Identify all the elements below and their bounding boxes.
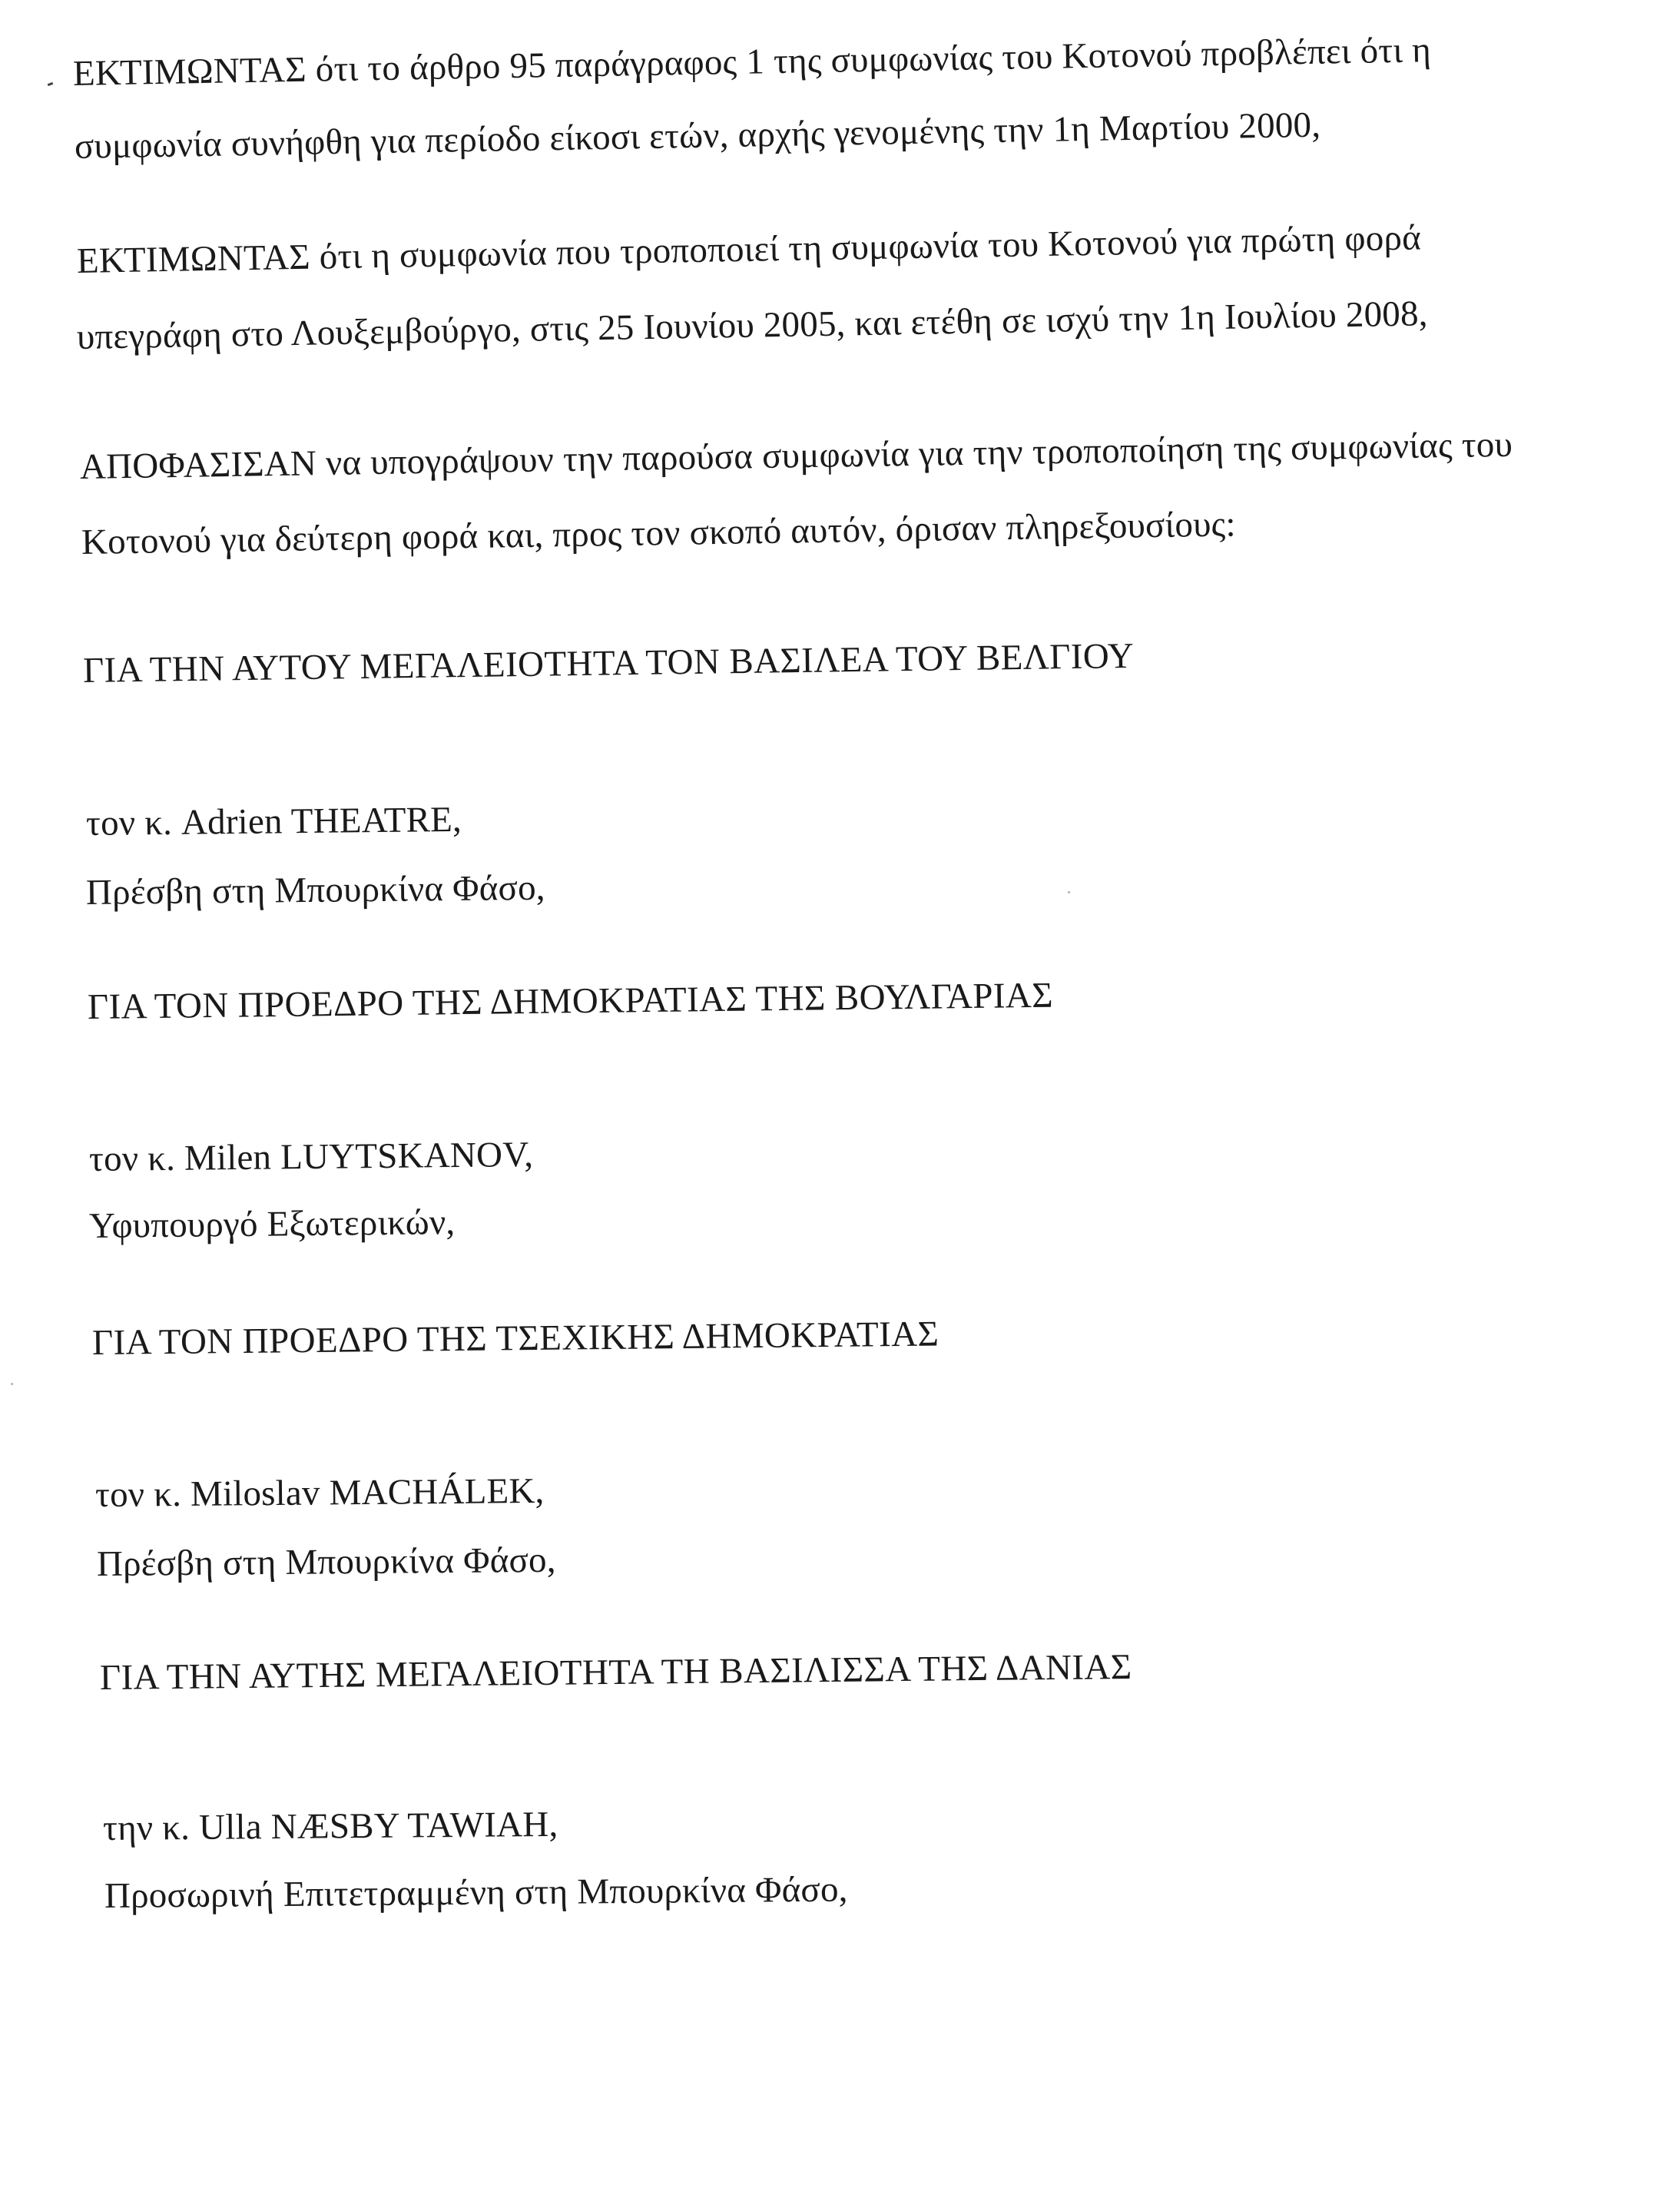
heading-bulgaria: ΓΙΑ ΤΟΝ ΠΡΟΕΔΡΟ ΤΗΣ ΔΗΜΟΚΡΑΤΙΑΣ ΤΗΣ ΒΟΥΛΓΑΡΙΑΣ [87,975,1054,1027]
heading-czech: ΓΙΑ ΤΟΝ ΠΡΟΕΔΡΟ ΤΗΣ ΤΣΕΧΙΚΗΣ ΔΗΜΟΚΡΑΤΙΑΣ [91,1314,939,1363]
recital-1-line-2: συμφωνία συνήφθη για περίοδο είκοσι ετών, αρχής γενομένης την 1η Μαρτίου 2000, [74,104,1321,167]
title-belgium: Πρέσβη στη Μπουρκίνα Φάσο, [85,867,545,913]
scan-speck [11,1383,13,1385]
recital-2-line-1: ΕΚΤΙΜΩΝΤΑΣ ότι η συμφωνία που τροποποιεί τη συμφωνία του Κοτονού για πρώτη φορά [76,217,1422,281]
name-czech: τον κ. Miloslav MACHÁLEK, [94,1470,545,1515]
decision-line-2: Κοτονού για δεύτερη φορά και, προς τον σκοπό αυτόν, όρισαν πληρεξουσίους: [81,504,1237,562]
heading-belgium: ΓΙΑ ΤΗΝ ΑΥΤΟΥ ΜΕΓΑΛΕΙΟΤΗΤΑ ΤΟΝ ΒΑΣΙΛΕΑ ΤΟΥ ΒΕΛΓΙΟΥ [82,635,1135,691]
recital-1-line-1: ΕΚΤΙΜΩΝΤΑΣ ότι το άρθρο 95 παράγραφος 1 της συμφωνίας του Κοτονού προβλέπει ότι η [72,30,1432,94]
decision-line-1: ΑΠΟΦΑΣΙΣΑΝ να υπογράψουν την παρούσα συμφωνία για την τροποποίηση της συμφωνίας του [79,424,1513,487]
title-czech: Πρέσβη στη Μπουρκίνα Φάσο, [96,1540,556,1584]
scan-speck [1068,891,1070,893]
name-denmark: την κ. Ulla NÆSBY TAWIAH, [102,1804,558,1848]
heading-denmark: ΓΙΑ ΤΗΝ ΑΥΤΗΣ ΜΕΓΑΛΕΙΟΤΗΤΑ ΤΗ ΒΑΣΙΛΙΣΣΑ ΤΗΣ ΔΑΝΙΑΣ [99,1646,1132,1698]
recital-2-line-2: υπεγράφη στο Λουξεμβούργο, στις 25 Ιουνίου 2005, και ετέθη σε ισχύ την 1η Ιουλίου 2008, [76,293,1429,357]
scan-mark [48,82,54,86]
name-bulgaria: τον κ. Milen LUYTSKANOV, [88,1134,534,1179]
title-bulgaria: Υφυπουργό Εξωτερικών, [88,1202,456,1246]
title-denmark: Προσωρινή Επιτετραμμένη στη Μπουρκίνα Φάσο, [104,1869,848,1916]
name-belgium: τον κ. Adrien THEATRE, [85,799,462,844]
